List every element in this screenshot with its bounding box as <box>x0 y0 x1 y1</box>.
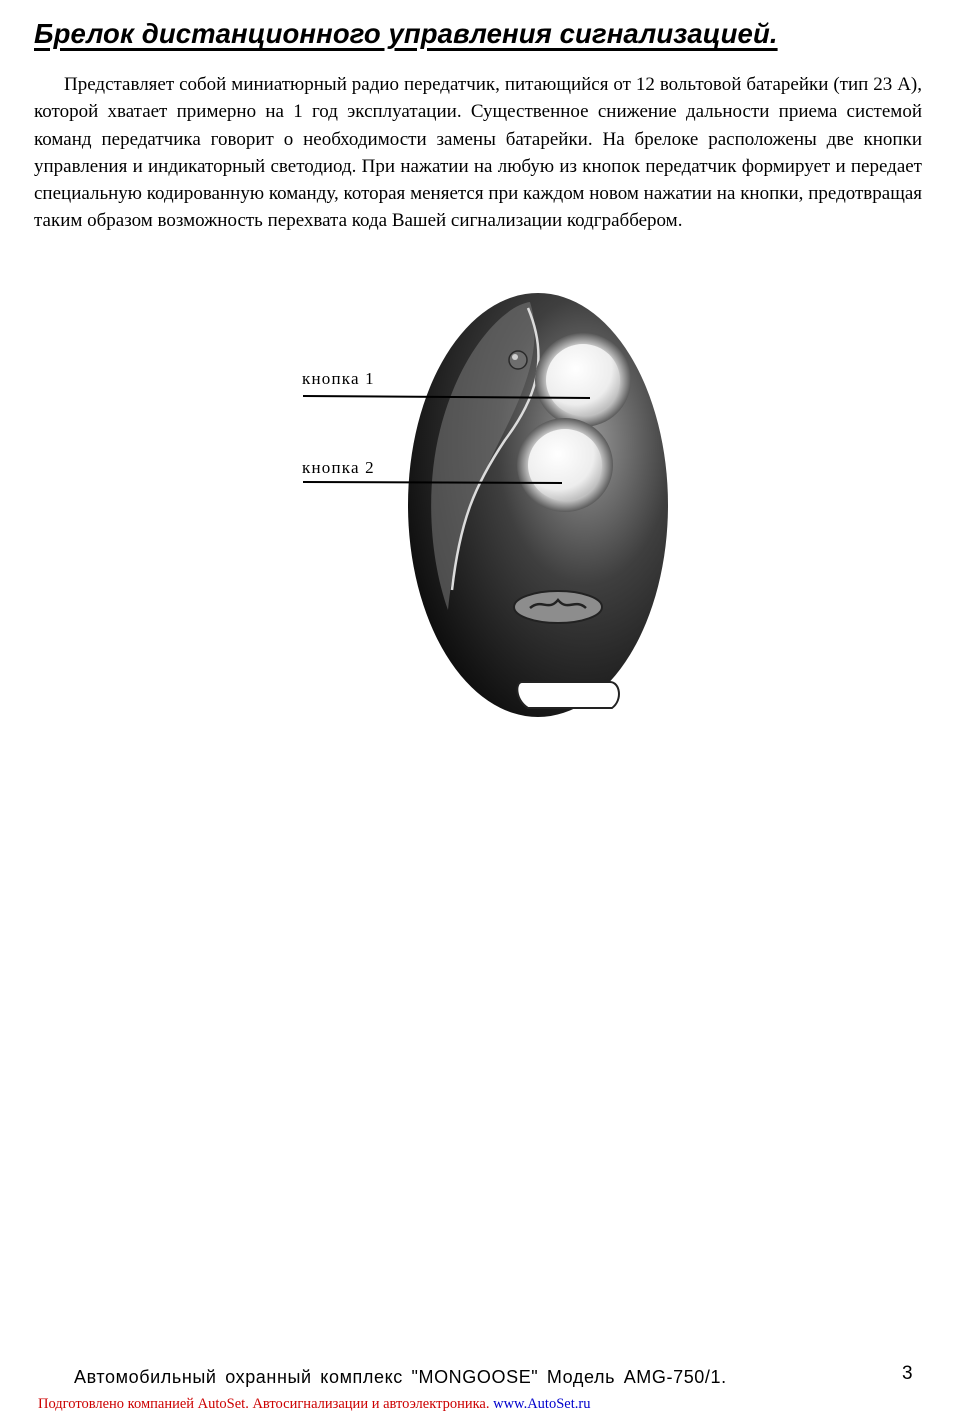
page-number: 3 <box>902 1363 913 1384</box>
key-fob-image <box>290 290 720 740</box>
led-indicator <box>509 351 527 369</box>
callout-line-2 <box>303 482 562 483</box>
led-glint <box>512 354 518 360</box>
footer-model-line: Автомобильный охранный комплекс "MONGOOSE" Модель AMG-750/1. <box>74 1367 727 1387</box>
footer-credit-text: Подготовлено компанией AutoSet. Автосигнализации и автоэлектроника. <box>38 1396 494 1412</box>
autoset-link[interactable]: www.AutoSet.ru <box>493 1396 591 1412</box>
button-1 <box>546 344 620 416</box>
keyring-slot <box>517 682 619 708</box>
logo-emblem <box>514 591 602 623</box>
callout-label-button-1: кнопка 1 <box>302 369 375 388</box>
footer-credit <box>38 1396 590 1413</box>
page-title: Брелок дистанционного управления сигнализацией. <box>34 18 778 49</box>
description-paragraph: Представляет собой миниатюрный радио передатчик, питающийся от 12 вольтовой батарейки (тип 23 А), которой хватает примерно на 1 год эксплуатации. Существенное снижение дальности приема системой команд передатчика говорит о необходимости замены батарейки. На брелоке расположены две кнопки управления и индикаторный светодиод. При нажатии на любую из кнопок передатчик формирует и передает специальную кодированную команду, которая меняется при каждом новом нажатии на кнопки, предотвращая таким образом возможность перехвата кода Вашей сигнализации кодграббером. <box>34 74 922 232</box>
key-fob-figure <box>290 290 720 740</box>
button-2 <box>528 429 602 501</box>
callout-label-button-2: кнопка 2 <box>302 458 375 477</box>
